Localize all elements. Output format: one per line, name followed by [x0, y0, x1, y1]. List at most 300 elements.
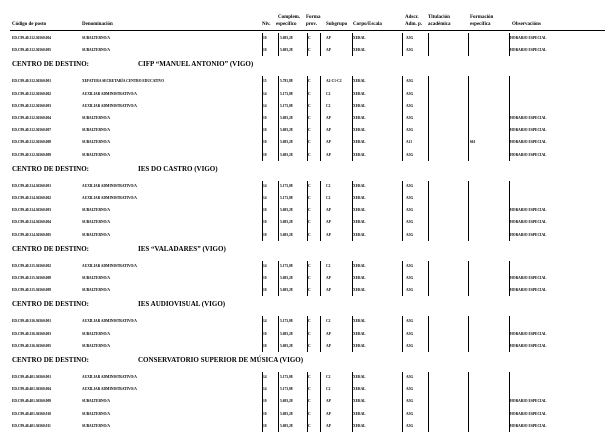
cell-denominacion: AUXILIAR ADMINISTRATIVO/A: [82, 319, 137, 324]
column-divider: [352, 76, 353, 160]
column-divider: [468, 181, 469, 241]
cell-forma: C: [308, 343, 311, 348]
cell-codigo: ED.C99.40.312.36560.002: [12, 91, 52, 96]
cell-nivel: 10: [263, 343, 267, 348]
cell-adscripcion: A5G: [406, 103, 414, 108]
cell-nivel: 10: [263, 276, 267, 280]
cell-complemento: 5.693,28: [280, 343, 293, 348]
cell-nivel: 10: [263, 220, 267, 225]
cell-nivel: 14: [263, 263, 267, 268]
cell-subgrupo: AP: [326, 208, 331, 213]
cell-complemento: 5.693,28: [280, 152, 293, 157]
cell-complemento: 5.693,28: [280, 331, 293, 336]
cell-complemento: 5.173,08: [280, 319, 293, 324]
cell-complemento: 5.693,28: [280, 116, 293, 120]
column-divider: [307, 76, 308, 160]
cell-corpo: XERAL: [353, 152, 366, 157]
column-divider: [262, 316, 263, 352]
column-divider: [352, 372, 353, 432]
cell-complemento: 5.693,28: [280, 140, 293, 145]
cell-titulacion: [429, 285, 471, 296]
column-divider: [262, 372, 263, 432]
cell-forma: C: [308, 288, 311, 293]
column-divider: [402, 316, 403, 352]
cell-denominacion: XEFATURA SECRETARÍA CENTRO EDUCATIVO: [82, 79, 165, 84]
cell-formacion: [470, 205, 510, 216]
centro-destino-label: CENTRO DE DESTINO:: [12, 356, 90, 364]
column-divider: [468, 316, 469, 352]
cell-codigo: ED.C99.40.316.36560.005: [12, 343, 52, 348]
cell-nivel: 10: [263, 331, 267, 336]
cell-nivel: 14: [263, 387, 267, 392]
cell-nivel: 15: [263, 79, 267, 84]
cell-forma: C: [308, 183, 311, 188]
column-divider: [307, 181, 308, 241]
cell-codigo: ED.C99.40.314.36560.002: [12, 196, 52, 200]
column-divider: [509, 261, 510, 297]
cell-titulacion: [429, 150, 471, 161]
column-divider: [320, 372, 321, 432]
cell-codigo: ED.C99.40.401.36560.010: [12, 411, 52, 416]
cell-codigo: ED.C99.40.314.36560.005: [12, 232, 52, 237]
cell-forma: C: [308, 91, 311, 96]
cell-adscripcion: A5G: [406, 331, 414, 336]
column-divider: [402, 181, 403, 241]
header-denominacion: Denominación: [82, 22, 113, 27]
cell-complemento: 5.693,28: [280, 208, 293, 213]
cell-adscripcion: A5G: [406, 91, 414, 96]
cell-observaciones: [510, 384, 604, 395]
cell-denominacion: AUXILIAR ADMINISTRATIVO/A: [82, 387, 137, 392]
cell-titulacion: [429, 273, 471, 284]
cell-corpo: XERAL: [353, 387, 366, 392]
cell-titulacion: [429, 316, 471, 327]
cell-formacion: [470, 329, 510, 340]
cell-denominacion: SUBALTERNO/A: [82, 411, 111, 416]
cell-denominacion: AUXILIAR ADMINISTRATIVO/A: [82, 103, 137, 108]
cell-complemento: 5.693,28: [280, 220, 293, 225]
column-divider: [320, 316, 321, 352]
cell-subgrupo: C2: [326, 319, 331, 324]
cell-titulacion: [429, 217, 471, 228]
cell-forma: C: [308, 319, 311, 324]
cell-formacion: [470, 125, 510, 136]
cell-adscripcion: A5G: [406, 220, 414, 225]
cell-corpo: XERAL: [353, 79, 366, 84]
cell-titulacion: [429, 45, 471, 56]
cell-forma: C: [308, 232, 311, 237]
cell-subgrupo: AP: [326, 288, 331, 293]
cell-denominacion: SUBALTERNO/A: [82, 116, 111, 120]
cell-titulacion: [429, 341, 471, 352]
header-forma-2: prov.: [306, 22, 317, 27]
column-divider: [402, 76, 403, 160]
header-forma-1: Forma: [306, 15, 321, 20]
cell-corpo: XERAL: [353, 48, 366, 53]
header-titulacion-2: académica: [428, 22, 451, 27]
cell-forma: C: [308, 48, 311, 53]
cell-adscripcion: A5G: [406, 423, 414, 428]
cell-denominacion: SUBALTERNO/A: [82, 48, 111, 53]
cell-codigo: ED.C99.40.312.36560.007: [12, 128, 52, 133]
cell-titulacion: [429, 89, 471, 100]
cell-titulacion: [429, 33, 471, 44]
cell-subgrupo: AP: [326, 140, 331, 145]
cell-complemento: 5.693,28: [280, 128, 293, 133]
cell-observaciones: [510, 261, 604, 272]
cell-subgrupo: C2: [326, 183, 331, 188]
cell-corpo: XERAL: [353, 319, 366, 324]
cell-titulacion: [429, 193, 471, 204]
cell-denominacion: AUXILIAR ADMINISTRATIVO/A: [82, 375, 137, 379]
cell-complemento: 5.173,08: [280, 387, 293, 392]
cell-complemento: 5.693,28: [280, 232, 293, 237]
cell-denominacion: AUXILIAR ADMINISTRATIVO/A: [82, 196, 137, 200]
column-divider: [307, 372, 308, 432]
cell-observaciones: HORARIO ESPECIAL: [510, 288, 547, 293]
cell-formacion: [470, 45, 510, 56]
centro-destino-name: CONSERVATORIO SUPERIOR DE MÚSICA (VIGO): [138, 356, 304, 364]
column-divider: [468, 33, 469, 56]
cell-observaciones: [510, 89, 604, 100]
cell-corpo: XERAL: [353, 208, 366, 213]
cell-formacion: [470, 76, 510, 87]
header-rule: [10, 30, 605, 31]
cell-formacion: [470, 101, 510, 112]
cell-subgrupo: AP: [326, 343, 331, 348]
cell-complemento: 5.693,28: [280, 276, 293, 280]
cell-formacion: [470, 150, 510, 161]
cell-titulacion: [429, 409, 471, 420]
cell-formacion: [470, 384, 510, 395]
cell-forma: C: [308, 387, 311, 392]
cell-codigo: ED.C99.40.314.36560.003: [12, 208, 52, 213]
cell-subgrupo: AP: [326, 331, 331, 336]
column-divider: [320, 76, 321, 160]
column-divider: [307, 261, 308, 297]
cell-forma: C: [308, 36, 311, 40]
cell-subgrupo: C2: [326, 103, 331, 108]
cell-observaciones: HORARIO ESPECIAL: [510, 48, 547, 53]
cell-adscripcion: A11: [406, 140, 412, 145]
cell-codigo: ED.C99.40.316.36560.001: [12, 319, 52, 324]
cell-observaciones: [510, 372, 604, 383]
cell-denominacion: SUBALTERNO/A: [82, 423, 111, 428]
cell-complemento: 5.693,28: [280, 288, 293, 293]
cell-subgrupo: AP: [326, 411, 331, 416]
cell-adscripcion: A5G: [406, 411, 414, 416]
cell-formacion: [470, 421, 510, 432]
cell-codigo: ED.C99.40.315.36560.009: [12, 288, 52, 293]
column-divider: [307, 316, 308, 352]
cell-codigo: ED.C99.40.315.36560.002: [12, 263, 52, 268]
cell-observaciones: HORARIO ESPECIAL: [510, 423, 547, 428]
cell-formacion: [470, 113, 510, 124]
cell-forma: C: [308, 263, 311, 268]
cell-observaciones: HORARIO ESPECIAL: [510, 208, 547, 213]
cell-nivel: 10: [263, 36, 267, 40]
cell-complemento: 5.693,28: [280, 411, 293, 416]
cell-forma: C: [308, 116, 311, 120]
cell-observaciones: [510, 316, 604, 327]
cell-nivel: 10: [263, 423, 267, 428]
cell-complemento: 5.173,08: [280, 196, 293, 200]
cell-denominacion: SUBALTERNO/A: [82, 140, 111, 145]
cell-complemento: 5.173,08: [280, 91, 293, 96]
cell-complemento: 5.173,08: [280, 375, 293, 379]
cell-titulacion: [429, 329, 471, 340]
cell-formacion: 661: [470, 140, 476, 145]
cell-nivel: 14: [263, 319, 267, 324]
column-divider: [428, 33, 429, 56]
column-divider: [352, 33, 353, 56]
cell-subgrupo: C2: [326, 91, 331, 96]
column-divider: [278, 181, 279, 241]
header-corpo: Corpo/Escala: [353, 22, 382, 27]
column-divider: [320, 181, 321, 241]
cell-codigo: ED.C99.40.312.36560.005: [12, 48, 52, 53]
cell-observaciones: HORARIO ESPECIAL: [510, 140, 547, 145]
cell-corpo: XERAL: [353, 399, 366, 404]
cell-observaciones: HORARIO ESPECIAL: [510, 232, 547, 237]
cell-subgrupo: C2: [326, 375, 331, 379]
cell-nivel: 10: [263, 116, 267, 120]
cell-observaciones: HORARIO ESPECIAL: [510, 343, 547, 348]
cell-titulacion: [429, 137, 471, 148]
cell-nivel: 10: [263, 140, 267, 145]
cell-subgrupo: AP: [326, 232, 331, 237]
cell-adscripcion: A5G: [406, 276, 414, 280]
centro-destino-label: CENTRO DE DESTINO:: [12, 164, 90, 173]
cell-observaciones: HORARIO ESPECIAL: [510, 399, 547, 404]
column-divider: [262, 33, 263, 56]
cell-forma: C: [308, 140, 311, 145]
header-formacion-1: Formación: [470, 15, 494, 20]
cell-adscripcion: A5G: [406, 319, 414, 324]
cell-observaciones: [510, 76, 604, 87]
cell-observaciones: HORARIO ESPECIAL: [510, 220, 547, 225]
centro-destino-label: CENTRO DE DESTINO:: [12, 244, 90, 253]
cell-forma: C: [308, 79, 311, 84]
cell-subgrupo: AP: [326, 423, 331, 428]
cell-forma: C: [308, 208, 311, 213]
cell-subgrupo: AP: [326, 276, 331, 280]
cell-corpo: XERAL: [353, 263, 366, 268]
header-complemento-1: Complem.: [278, 15, 301, 20]
cell-subgrupo: A2-C1-C2: [326, 79, 342, 84]
cell-codigo: ED.C99.40.314.36560.001: [12, 183, 52, 188]
cell-titulacion: [429, 205, 471, 216]
column-divider: [509, 76, 510, 160]
cell-adscripcion: A5G: [406, 79, 414, 84]
cell-observaciones: HORARIO ESPECIAL: [510, 128, 547, 133]
cell-corpo: XERAL: [353, 343, 366, 348]
cell-denominacion: SUBALTERNO/A: [82, 208, 111, 213]
cell-adscripcion: A5G: [406, 116, 414, 120]
column-divider: [278, 76, 279, 160]
cell-forma: C: [308, 220, 311, 225]
cell-forma: C: [308, 128, 311, 133]
header-complemento-2: específico: [276, 22, 297, 27]
cell-complemento: 5.693,28: [280, 36, 293, 40]
cell-formacion: [470, 193, 510, 204]
column-divider: [509, 372, 510, 432]
cell-observaciones: HORARIO ESPECIAL: [510, 152, 547, 157]
cell-formacion: [470, 33, 510, 44]
column-divider: [262, 76, 263, 160]
cell-codigo: ED.C99.40.312.36560.003: [12, 103, 52, 108]
centro-destino-name: IES DO CASTRO (VIGO): [138, 164, 218, 173]
cell-nivel: 14: [263, 375, 267, 379]
column-divider: [402, 33, 403, 56]
cell-titulacion: [429, 181, 471, 192]
cell-formacion: [470, 230, 510, 241]
cell-complemento: 5.173,08: [280, 103, 293, 108]
cell-denominacion: AUXILIAR ADMINISTRATIVO/A: [82, 91, 137, 96]
header-formacion-2: específica: [470, 22, 491, 27]
cell-denominacion: SUBALTERNO/A: [82, 331, 111, 336]
cell-titulacion: [429, 230, 471, 241]
cell-titulacion: [429, 113, 471, 124]
cell-nivel: 14: [263, 91, 267, 96]
centro-destino-label: CENTRO DE DESTINO:: [12, 300, 90, 309]
cell-nivel: 10: [263, 208, 267, 213]
cell-nivel: 10: [263, 288, 267, 293]
cell-codigo: ED.C99.40.401.36560.001: [12, 375, 52, 379]
header-subgrupo: Subgrupo: [326, 22, 348, 27]
cell-denominacion: SUBALTERNO/A: [82, 343, 111, 348]
cell-adscripcion: A5G: [406, 399, 414, 404]
header-observaciones: Observacións: [512, 22, 541, 27]
cell-titulacion: [429, 384, 471, 395]
header-nivel: Niv.: [262, 22, 271, 27]
cell-denominacion: SUBALTERNO/A: [82, 276, 111, 280]
cell-adscripcion: A5G: [406, 263, 414, 268]
cell-formacion: [470, 273, 510, 284]
column-divider: [278, 261, 279, 297]
cell-codigo: ED.C99.40.401.36560.004: [12, 387, 52, 392]
cell-nivel: 10: [263, 48, 267, 53]
cell-codigo: ED.C99.40.312.36560.004: [12, 116, 52, 120]
cell-adscripcion: A5G: [406, 288, 414, 293]
cell-codigo: ED.C99.40.401.36560.011: [12, 423, 51, 428]
column-divider: [352, 181, 353, 241]
cell-titulacion: [429, 421, 471, 432]
cell-corpo: XERAL: [353, 288, 366, 293]
cell-observaciones: HORARIO ESPECIAL: [510, 331, 547, 336]
cell-forma: C: [308, 103, 311, 108]
column-divider: [352, 261, 353, 297]
cell-forma: C: [308, 423, 311, 428]
column-divider: [262, 181, 263, 241]
cell-nivel: 14: [263, 103, 267, 108]
cell-adscripcion: A5G: [406, 48, 414, 53]
cell-codigo: ED.C99.40.316.36560.003: [12, 331, 52, 336]
cell-corpo: XERAL: [353, 183, 366, 188]
column-divider: [320, 33, 321, 56]
cell-subgrupo: AP: [326, 399, 331, 404]
cell-subgrupo: C2: [326, 387, 331, 392]
column-divider: [402, 261, 403, 297]
cell-titulacion: [429, 125, 471, 136]
cell-corpo: XERAL: [353, 128, 366, 133]
column-divider: [428, 76, 429, 160]
cell-forma: C: [308, 152, 311, 157]
cell-denominacion: SUBALTERNO/A: [82, 232, 111, 237]
cell-denominacion: SUBALTERNO/A: [82, 152, 111, 157]
cell-corpo: XERAL: [353, 116, 366, 120]
cell-formacion: [470, 261, 510, 272]
cell-adscripcion: A5G: [406, 152, 414, 157]
cell-formacion: [470, 341, 510, 352]
column-divider: [278, 372, 279, 432]
cell-complemento: 5.693,28: [280, 399, 293, 404]
cell-denominacion: SUBALTERNO/A: [82, 288, 111, 293]
cell-subgrupo: AP: [326, 116, 331, 120]
cell-forma: C: [308, 411, 311, 416]
cell-adscripcion: A5G: [406, 232, 414, 237]
column-divider: [278, 33, 279, 56]
cell-forma: C: [308, 331, 311, 336]
column-divider: [468, 372, 469, 432]
cell-titulacion: [429, 396, 471, 407]
cell-codigo: ED.C99.40.312.36560.009: [12, 152, 52, 157]
cell-nivel: 10: [263, 128, 267, 133]
cell-codigo: ED.C99.40.401.36560.009: [12, 399, 52, 404]
cell-corpo: XERAL: [353, 103, 366, 108]
cell-nivel: 10: [263, 232, 267, 237]
column-divider: [509, 316, 510, 352]
cell-codigo: ED.C99.40.312.36560.001: [12, 79, 52, 84]
cell-observaciones: [510, 193, 604, 204]
header-codigo: Código de posto: [12, 22, 47, 27]
cell-titulacion: [429, 372, 471, 383]
column-divider: [468, 261, 469, 297]
column-divider: [402, 372, 403, 432]
cell-complemento: 5.693,28: [280, 423, 293, 428]
cell-adscripcion: A5G: [406, 387, 414, 392]
cell-observaciones: HORARIO ESPECIAL: [510, 276, 547, 280]
cell-subgrupo: AP: [326, 36, 331, 40]
centro-destino-label: CENTRO DE DESTINO:: [12, 60, 90, 69]
cell-codigo: ED.C99.40.315.36560.008: [12, 276, 52, 280]
cell-corpo: XERAL: [353, 375, 366, 379]
header-titulacion-1: Titulación: [428, 15, 450, 20]
column-divider: [428, 316, 429, 352]
cell-formacion: [470, 372, 510, 383]
cell-subgrupo: C2: [326, 263, 331, 268]
cell-corpo: XERAL: [353, 276, 366, 280]
cell-formacion: [470, 396, 510, 407]
column-divider: [428, 261, 429, 297]
cell-observaciones: HORARIO ESPECIAL: [510, 411, 547, 416]
cell-complemento: 5.781,88: [280, 79, 293, 84]
cell-nivel: 14: [263, 183, 267, 188]
centro-destino-name: CIFP “MANUEL ANTONIO” (VIGO): [138, 60, 254, 69]
cell-adscripcion: A5G: [406, 183, 414, 188]
cell-nivel: 14: [263, 196, 267, 200]
column-divider: [262, 261, 263, 297]
cell-formacion: [470, 316, 510, 327]
centro-destino-name: IES “VALADARES” (VIGO): [138, 244, 226, 253]
cell-complemento: 5.173,08: [280, 263, 293, 268]
cell-codigo: ED.C99.40.312.36560.008: [12, 140, 52, 145]
column-divider: [352, 316, 353, 352]
cell-adscripcion: A5G: [406, 208, 414, 213]
column-divider: [509, 181, 510, 241]
cell-formacion: [470, 217, 510, 228]
cell-subgrupo: AP: [326, 128, 331, 133]
